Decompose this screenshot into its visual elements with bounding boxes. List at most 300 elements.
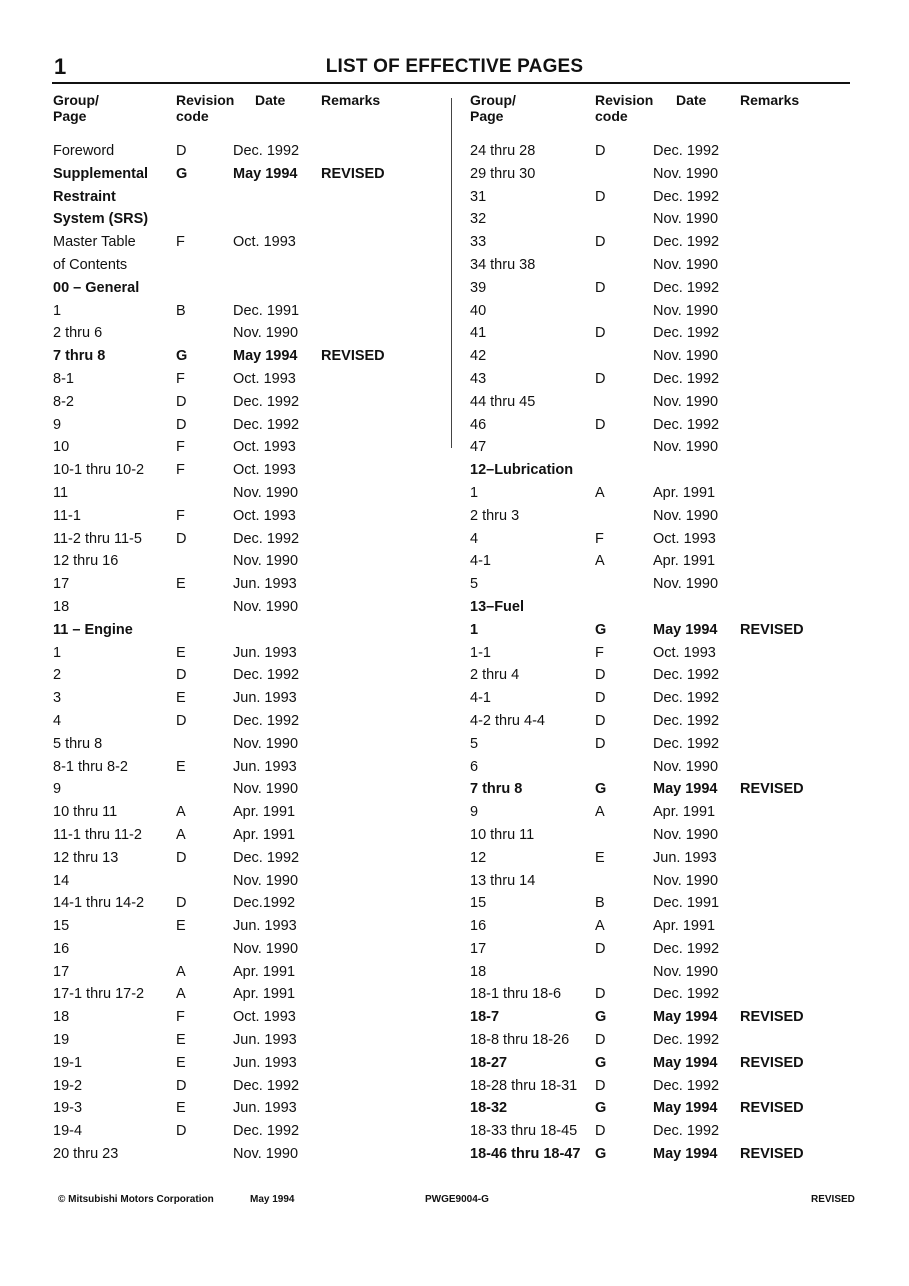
table-row [470,619,862,642]
page-number: 1 [54,54,67,79]
cell-date: Oct. 1993 [233,370,296,387]
cell-page: 19-4 [53,1123,83,1140]
cell-date: Dec.1992 [233,895,296,912]
cell-page: 18-46 thru 18-47 [470,1146,581,1163]
cell-date: Oct. 1993 [233,462,296,479]
table-row [53,414,445,437]
cell-page: 12–Lubrication [470,462,574,479]
cell-page: 18 [470,963,487,980]
cell-code: D [595,279,606,296]
cell-date: Dec. 1992 [653,370,720,387]
cell-date: Dec. 1992 [233,667,300,684]
cell-date: Nov. 1990 [653,348,719,365]
cell-code: G [595,621,607,638]
column-header [53,92,445,140]
table-row [53,1143,445,1166]
cell-page: 1-1 [470,644,491,661]
page-title: LIST OF EFFECTIVE PAGES [325,56,584,77]
cell-code: D [176,530,187,547]
cell-date: Jun. 1993 [233,1032,297,1049]
cell-date: Jun. 1993 [233,1054,297,1071]
cell-page: 17-1 thru 17-2 [53,986,145,1003]
cell-page: System (SRS) [53,211,149,228]
cell-code: D [595,1032,606,1049]
cell-date: Dec. 1992 [653,667,720,684]
cell-page: 18-28 thru 18-31 [470,1077,578,1094]
cell-page: 4-1 [470,690,491,707]
table-row [470,847,862,870]
cell-page: 11 [53,484,69,501]
table-row [470,1120,862,1143]
cell-date: Dec. 1992 [653,712,720,729]
table-row [470,345,862,368]
cell-date: Jun. 1993 [653,849,717,866]
cell-page: 17 [53,963,70,980]
cell-date: Dec. 1992 [653,279,720,296]
cell-code: G [176,165,188,182]
cell-page: 19-2 [53,1077,83,1094]
cell-code: D [595,712,606,729]
cell-code: D [595,1123,606,1140]
table-row [53,710,445,733]
cell-page: 5 [470,576,479,593]
cell-page: 20 thru 23 [53,1146,119,1163]
cell-date: Dec. 1992 [653,1077,720,1094]
cell-page: 41 [470,325,487,342]
cell-date: Dec. 1992 [653,690,720,707]
table-row [53,140,445,163]
cell-date: May 1994 [653,621,718,638]
table-row [53,619,445,642]
cell-date: May 1994 [653,781,718,798]
table-row [470,870,862,893]
table-row [53,801,445,824]
table-row [53,756,445,779]
cell-page: 10 thru 11 [470,826,535,843]
cell-page: 7 thru 8 [53,348,106,365]
table-row [53,300,445,323]
cell-page: Supplemental [53,165,149,182]
cell-page: 4 [53,712,62,729]
cell-code: F [176,439,185,456]
header-remarks: Remarks [321,92,381,108]
table-row [53,436,445,459]
cell-code: F [176,370,185,387]
footer-date: May 1994 [250,1194,295,1205]
cell-date: May 1994 [233,165,298,182]
cell-code: F [176,234,185,251]
table-row [470,254,862,277]
table-row [470,756,862,779]
table-row [470,664,862,687]
cell-code: G [176,348,188,365]
cell-code: E [176,1100,186,1117]
table-row [53,391,445,414]
table-row [53,573,445,596]
cell-page: 18 [53,1009,70,1026]
right-table-body [470,140,862,1166]
cell-page: 11-1 [53,507,81,524]
table-row [53,778,445,801]
cell-code: D [595,325,606,342]
cell-date: May 1994 [653,1100,718,1117]
table-row [53,733,445,756]
table-row [470,1052,862,1075]
cell-page: 19 [53,1032,70,1049]
cell-date: Dec. 1992 [653,234,720,251]
table-row [53,459,445,482]
cell-code: D [176,416,187,433]
column-divider [451,98,452,448]
table-row [53,208,445,231]
cell-date: Nov. 1990 [233,1146,299,1163]
cell-page: 6 [470,758,479,775]
cell-page: 19-1 [53,1054,83,1071]
cell-code: G [595,1009,607,1026]
cell-page: 12 thru 16 [53,553,119,570]
cell-page: 2 thru 6 [53,325,103,342]
table-row [53,983,445,1006]
table-row [470,642,862,665]
cell-date: Apr. 1991 [653,553,716,570]
cell-remarks: REVISED [740,1054,804,1071]
cell-page: 32 [470,211,487,228]
table-row [53,322,445,345]
cell-page: 18-27 [470,1054,508,1071]
cell-code: F [176,1009,185,1026]
table-row [470,528,862,551]
cell-code: D [176,895,187,912]
cell-date: Jun. 1993 [233,1100,297,1117]
cell-page: 31 [470,188,487,205]
cell-page: 1 [53,302,62,319]
cell-page: 11-1 thru 11-2 [53,826,142,843]
cell-code: D [595,143,606,159]
table-row [53,528,445,551]
table-row [53,345,445,368]
cell-page: 16 [53,940,70,957]
table-row [53,596,445,619]
cell-page: 1 [470,621,479,638]
footer-code: PWGE9004-G [425,1194,489,1205]
cell-code: G [595,1146,607,1163]
header-remarks: Remarks [740,92,800,108]
table-row [53,642,445,665]
table-row [470,550,862,573]
cell-date: Dec. 1991 [233,302,300,319]
cell-code: E [176,690,186,707]
cell-page: 3 [53,690,62,707]
cell-date: Dec. 1992 [653,986,720,1003]
table-row [53,163,445,186]
cell-date: Dec. 1992 [653,1123,720,1140]
cell-page: 15 [470,895,487,912]
table-row [470,391,862,414]
cell-code: D [595,1077,606,1094]
cell-page: 10-1 thru 10-2 [53,462,145,479]
cell-code: F [595,530,604,547]
cell-date: Dec. 1992 [233,1123,300,1140]
cell-code: E [176,644,186,661]
table-row [470,710,862,733]
table-row [470,277,862,300]
cell-page: 4-2 thru 4-4 [470,712,545,729]
table-row [470,368,862,391]
cell-date: Nov. 1990 [653,302,719,319]
table-row [470,938,862,961]
cell-page: 9 [53,781,62,798]
cell-page: 46 [470,416,487,433]
cell-date: Nov. 1990 [233,553,299,570]
table-row [53,254,445,277]
table-row [470,983,862,1006]
cell-date: Nov. 1990 [653,963,719,980]
cell-page: 2 thru 4 [470,667,520,684]
footer-status: REVISED [811,1194,855,1205]
table-row [53,892,445,915]
cell-code: A [176,826,186,843]
cell-page: 12 [470,849,487,866]
cell-code: B [176,302,186,319]
cell-code: F [176,507,185,524]
cell-date: Dec. 1992 [653,735,720,752]
cell-code: F [176,462,185,479]
title-rule [52,82,850,84]
table-row [53,1052,445,1075]
cell-page: 43 [470,370,487,387]
table-row [470,915,862,938]
header-date: Date [676,92,707,108]
cell-date: Oct. 1993 [653,530,716,547]
cell-code: D [595,416,606,433]
cell-page: 47 [470,439,487,456]
header-page: Group/ Page [470,92,516,124]
cell-date: Oct. 1993 [233,439,296,456]
header-page: Group/ Page [53,92,99,124]
table-row [53,938,445,961]
cell-page: 8-1 [53,370,74,387]
cell-code: D [595,234,606,251]
cell-date: Nov. 1990 [653,507,719,524]
cell-date: Dec. 1992 [653,416,720,433]
cell-code: D [176,1077,187,1094]
table-row [470,459,862,482]
cell-code: B [595,895,605,912]
cell-date: Jun. 1993 [233,758,297,775]
cell-date: May 1994 [653,1146,718,1163]
cell-page: 39 [470,279,487,296]
cell-date: Dec. 1992 [653,325,720,342]
cell-date: Nov. 1990 [653,165,719,182]
table-row [53,847,445,870]
cell-page: 10 thru 11 [53,804,118,821]
cell-code: A [595,484,605,501]
cell-date: Dec. 1992 [233,143,300,159]
cell-code: D [595,667,606,684]
cell-page: 17 [53,576,70,593]
cell-date: Nov. 1990 [653,758,719,775]
cell-page: 12 thru 13 [53,849,119,866]
cell-date: Dec. 1992 [653,1032,720,1049]
table-row [53,870,445,893]
table-row [53,277,445,300]
cell-date: Apr. 1991 [653,804,716,821]
cell-page: 8-2 [53,393,74,410]
cell-page: of Contents [53,256,128,273]
cell-code: A [595,553,605,570]
table-row [470,824,862,847]
cell-date: Jun. 1993 [233,576,297,593]
cell-code: D [176,667,187,684]
cell-date: Dec. 1992 [233,712,300,729]
cell-remarks: REVISED [740,1009,804,1026]
cell-page: 18-32 [470,1100,508,1117]
header-code: Revision code [595,92,654,124]
table-row [470,140,862,163]
cell-page: 18-1 thru 18-6 [470,986,562,1003]
cell-date: Nov. 1990 [233,940,299,957]
table-row [470,733,862,756]
cell-date: Nov. 1990 [653,872,719,889]
cell-page: 8-1 thru 8-2 [53,758,128,775]
cell-page: 42 [470,348,487,365]
cell-date: Apr. 1991 [233,986,296,1003]
table-row [470,892,862,915]
cell-code: F [595,644,604,661]
cell-page: 14 [53,872,70,889]
cell-date: Dec. 1992 [233,416,300,433]
right-column [470,92,862,1166]
cell-date: Nov. 1990 [233,484,299,501]
cell-page: 5 [470,735,479,752]
cell-date: Dec. 1992 [653,940,720,957]
cell-date: Oct. 1993 [233,234,296,251]
cell-code: G [595,1100,607,1117]
cell-date: Oct. 1993 [653,644,716,661]
table-row [470,596,862,619]
table-row [470,186,862,209]
cell-code: A [595,804,605,821]
cell-page: 18-33 thru 18-45 [470,1123,578,1140]
cell-date: Jun. 1993 [233,918,297,935]
cell-page: 10 [53,439,70,456]
table-row [53,961,445,984]
cell-code: D [595,370,606,387]
cell-page: 7 thru 8 [470,781,523,798]
table-row [470,482,862,505]
table-row [53,505,445,528]
cell-page: 19-3 [53,1100,83,1117]
cell-code: D [595,188,606,205]
cell-code: E [176,576,186,593]
cell-date: Nov. 1990 [233,325,299,342]
cell-page: 1 [53,644,62,661]
cell-date: Nov. 1990 [653,826,719,843]
table-row [53,1006,445,1029]
cell-date: Nov. 1990 [653,256,719,273]
cell-page: 40 [470,302,487,319]
cell-code: G [595,781,607,798]
table-row [470,208,862,231]
cell-date: Nov. 1990 [653,211,719,228]
cell-page: 34 thru 38 [470,256,536,273]
left-table-body [53,140,445,1166]
cell-page: 1 [470,484,479,501]
cell-date: Dec. 1992 [653,188,720,205]
cell-page: 18-7 [470,1009,500,1026]
cell-code: A [176,986,186,1003]
cell-page: Restraint [53,188,116,205]
cell-page: 2 thru 3 [470,507,520,524]
table-row [53,915,445,938]
cell-date: Nov. 1990 [233,781,299,798]
cell-date: May 1994 [653,1054,718,1071]
table-row [470,505,862,528]
cell-date: Nov. 1990 [653,439,719,456]
cell-page: Master Table [53,234,136,251]
table-row [53,1075,445,1098]
table-row [470,961,862,984]
cell-code: D [595,986,606,1003]
cell-date: Dec. 1991 [653,895,720,912]
cell-page: 44 thru 45 [470,393,536,410]
cell-code: A [176,804,186,821]
cell-date: Jun. 1993 [233,690,297,707]
cell-remarks: REVISED [321,165,385,182]
cell-page: 2 [53,667,62,684]
cell-date: Nov. 1990 [653,393,719,410]
cell-remarks: REVISED [740,1146,804,1163]
table-row [470,801,862,824]
table-row [53,231,445,254]
cell-code: D [176,393,187,410]
table-row [470,573,862,596]
table-row [470,1006,862,1029]
cell-date: Oct. 1993 [233,1009,296,1026]
table-row [53,1029,445,1052]
cell-page: 18-8 thru 18-26 [470,1032,570,1049]
cell-code: D [176,849,187,866]
cell-code: E [176,918,186,935]
cell-page: 17 [470,940,487,957]
cell-page: 33 [470,234,487,251]
cell-date: Oct. 1993 [233,507,296,524]
cell-date: May 1994 [233,348,298,365]
cell-date: Nov. 1990 [233,598,299,615]
cell-date: Nov. 1990 [233,872,299,889]
cell-page: 14-1 thru 14-2 [53,895,145,912]
cell-date: May 1994 [653,1009,718,1026]
cell-page: Foreword [53,143,115,159]
cell-code: D [595,690,606,707]
cell-page: 4 [470,530,479,547]
table-row [470,687,862,710]
table-row [470,1029,862,1052]
cell-page: 13–Fuel [470,598,524,615]
cell-page: 11-2 thru 11-5 [53,530,142,547]
cell-page: 18 [53,598,70,615]
cell-date: Apr. 1991 [233,826,296,843]
table-row [470,1075,862,1098]
cell-remarks: REVISED [740,781,804,798]
cell-date: Apr. 1991 [653,484,716,501]
cell-date: Nov. 1990 [233,735,299,752]
table-row [470,778,862,801]
cell-page: 16 [470,918,487,935]
cell-code: A [176,963,186,980]
cell-date: Apr. 1991 [233,963,296,980]
cell-date: Nov. 1990 [653,576,719,593]
